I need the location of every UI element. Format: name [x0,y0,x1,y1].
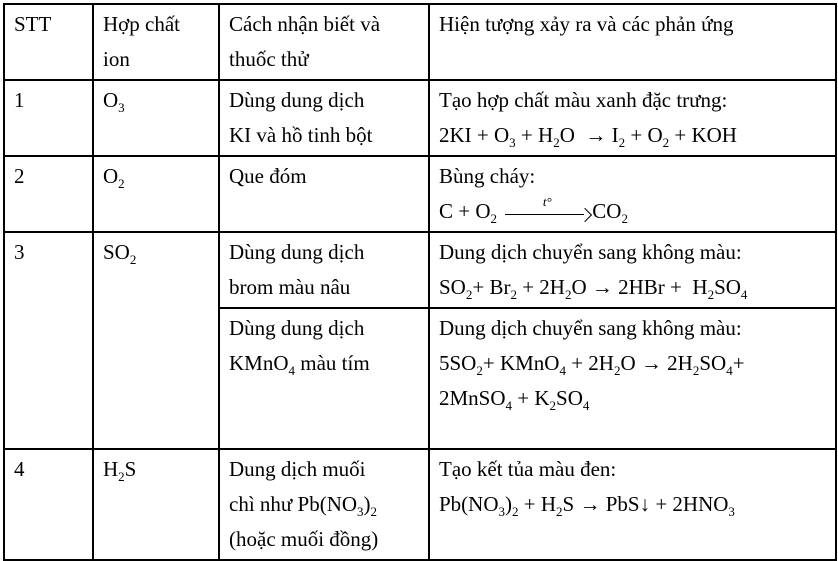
subscript: 2 [476,363,483,379]
text-line: (hoặc muối đồng) [229,527,379,551]
row-so2-bromine [4,232,836,308]
cell-stt [4,449,93,560]
subscript: 4 [288,363,296,379]
subscript: 2 [662,135,670,151]
text-line: 2 [14,164,25,188]
chemical-identification-table [3,3,837,561]
subscript: 2 [556,504,563,520]
subscript: 3 [118,100,125,116]
cell-method [219,80,429,156]
text-line: $O_2$ [103,164,125,192]
cell-result-equation [429,308,836,449]
cell-ion-formula [93,156,219,232]
text-line: KI và hồ tinh bột [229,123,373,147]
subscript: 2 [618,135,626,151]
subscript: 4 [582,398,590,414]
arrow-head [578,207,592,221]
subscript: 4 [726,363,733,379]
text-line: $O_3$ [103,88,125,116]
cell-stt [4,232,93,449]
row-h2s [4,449,836,560]
subscript: 2 [118,176,125,192]
arrow-condition-label: t° [542,194,552,209]
text-line: Bùng cháy: [439,164,536,188]
cell-ion-formula [93,80,219,156]
text-line: brom màu nâu [229,275,351,299]
text-line: $SO_2$ [103,240,137,268]
subscript: 2 [692,363,700,379]
subscript: 4 [559,363,566,379]
text-line: chì như $Pb(NO_3)_2$ [229,492,378,520]
cell-stt [4,80,93,156]
subscript: 2 [510,287,517,303]
cell-result-equation [429,232,836,308]
subscript: 2 [512,504,519,520]
text-line: STT [14,12,52,36]
text-line: $C + O_2$ t° $CO_2$ [439,194,628,227]
cell-result-equation [429,449,836,560]
cell-result-equation [429,80,836,156]
header-ion-compound [93,4,219,80]
cell-stt [4,156,93,232]
cell-ion-formula [93,449,219,560]
reaction-condition-arrow-icon [503,194,591,223]
header-row [4,4,836,80]
arrow-shaft [505,214,584,215]
text-line: $5SO_2+$ KMnO$_4$ + $2H_2O \to 2H_2SO_4+$ [439,351,745,379]
text-line: 2MnSO$_4$ + $K_2SO_4$ [439,386,590,414]
subscript: 2 [490,211,498,227]
subscript: 2 [129,252,137,268]
subscript: 4 [505,398,513,414]
text-line: Dùng dung dịch [229,316,365,340]
subscript: 2 [370,504,378,520]
text-line: 4 [14,457,25,481]
cell-method [219,232,429,308]
header-identification-method [219,4,429,80]
subscript: 2 [564,287,572,303]
subscript: 3 [509,135,516,151]
subscript: 4 [740,287,748,303]
cell-method [219,308,429,449]
subscript: 2 [118,469,125,485]
text-line: Dùng dung dịch [229,88,365,112]
subscript: 2 [465,287,473,303]
subscript: 2 [621,211,628,227]
text-line: $2KI + O_3 + H_2O \to I_2 + O_2$ + KOH [439,123,737,151]
text-line: Que đóm [229,164,307,188]
cell-method [219,449,429,560]
row-o2 [4,156,836,232]
text-line: Cách nhận biết và [229,12,381,36]
header-phenomenon-reactions [429,4,836,80]
subscript: 2 [707,287,715,303]
text-line: Dung dịch chuyển sang không màu: [439,316,742,340]
subscript: 3 [498,504,506,520]
text-line: $SO_2+ Br_2 + 2H_2O \to 2HBr + H_2SO_4$ [439,275,748,303]
header-stt [4,4,93,80]
row-o3 [4,80,836,156]
cell-ion-formula [93,232,219,449]
text-line: Dùng dung dịch [229,240,365,264]
cell-result-equation [429,156,836,232]
subscript: 3 [728,504,735,520]
cell-method [219,156,429,232]
text-line: 1 [14,88,25,112]
text-line: ion [103,47,130,71]
text-line: thuốc thử [229,47,309,71]
text-line: Hợp chất [103,12,180,36]
text-line: Hiện tượng xảy ra và các phản ứng [439,12,734,36]
text-line: Dung dịch muối [229,457,366,481]
subscript: 2 [549,398,557,414]
subscript: 2 [613,363,621,379]
subscript: 3 [357,504,364,520]
text-line: 3 [14,240,25,264]
text-line: Dung dịch chuyển sang không màu: [439,240,742,264]
text-line: KMnO$_4$ màu tím [229,351,370,379]
text-line: $H_2S$ [103,457,137,485]
subscript: 2 [553,135,560,151]
text-line: $Pb(NO_3)_2 + H_2S$ → PbS↓ + $2HNO_3$ [439,492,735,520]
text-line: Tạo hợp chất màu xanh đặc trưng: [439,88,728,112]
text-line: Tạo kết tủa màu đen: [439,457,617,481]
